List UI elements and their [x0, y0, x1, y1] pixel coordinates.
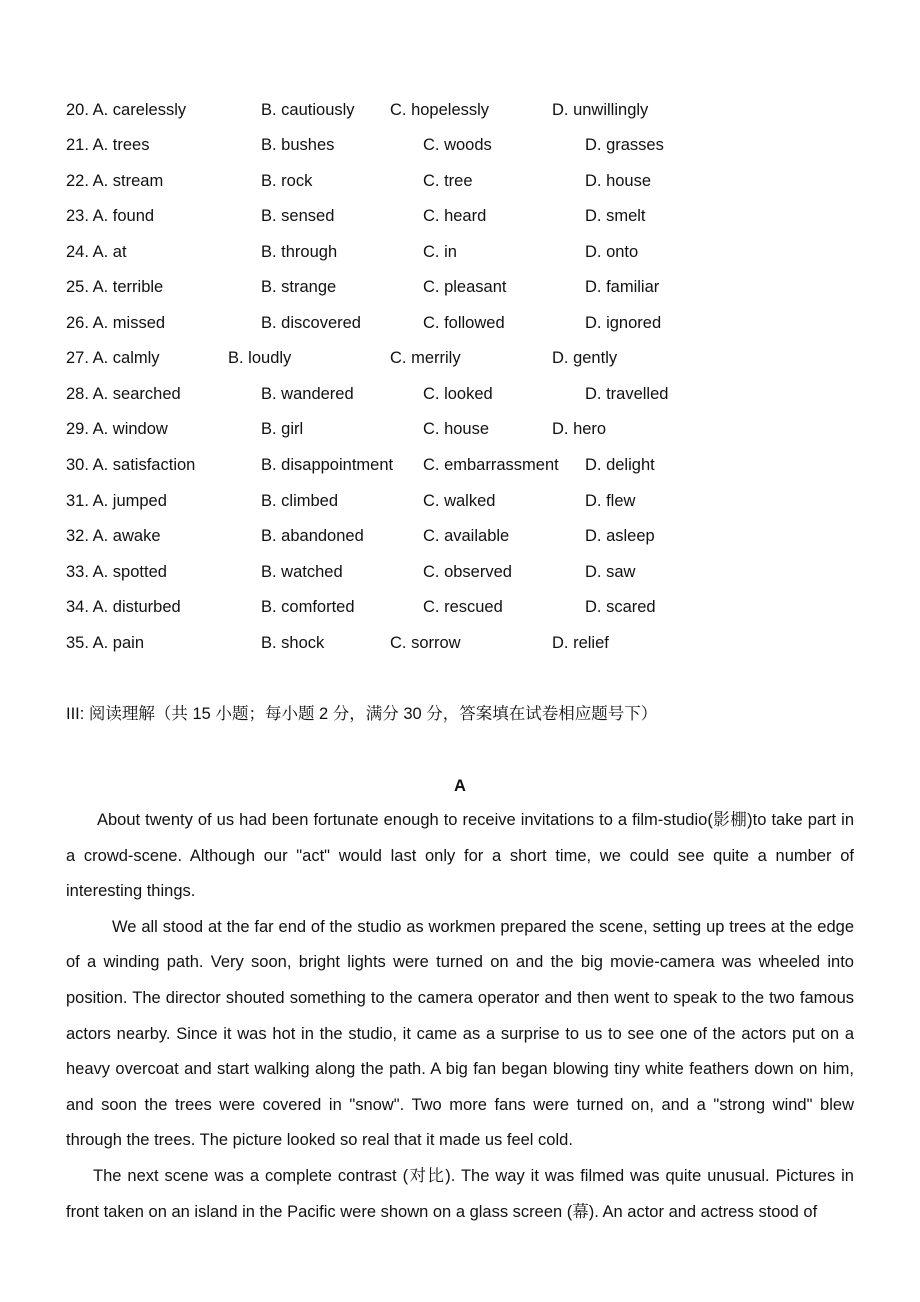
option-c: C. followed [423, 314, 505, 332]
option-b: B. strange [261, 278, 337, 296]
option-d: D. flew [585, 492, 636, 510]
option-d: D. smelt [585, 207, 646, 225]
option-c: C. in [423, 243, 457, 261]
passage-body [66, 803, 854, 1230]
question-34 [0, 594, 920, 620]
option-a: 21. A. trees [66, 136, 150, 154]
paragraph-2: We all stood at the far end of the studio as workmen prepared the scene, setting up trees at the edge of a winding path. Very soon, bright lights were turned on and the big movie-camera was wheeled into position. The director shouted something to the camera operator and then went to speak to the two famous actors nearby. Since it was hot in the studio, it came as a surprise to us to see one of the actors put on a heavy overcoat and start walking along the path. A big fan began blowing tiny white feathers down on him, and soon the trees were covered in "snow". Two more fans were turned on, and a "strong wind" blew through the trees. The picture looked so real that it made us feel cold. [66, 917, 854, 1150]
option-d: D. asleep [585, 527, 655, 545]
option-a: 27. A. calmly [66, 349, 160, 367]
option-a: 31. A. jumped [66, 492, 167, 510]
question-24 [0, 239, 920, 265]
option-b: B. cautiously [261, 101, 355, 119]
option-c: C. pleasant [423, 278, 507, 296]
option-c: C. tree [423, 172, 473, 190]
question-21 [0, 132, 920, 158]
option-c: C. embarrassment [423, 456, 559, 474]
option-d: D. scared [585, 598, 656, 616]
option-b: B. abandoned [261, 527, 364, 545]
option-c: C. house [423, 420, 490, 438]
question-20 [0, 97, 920, 123]
question-35 [0, 630, 920, 656]
option-a: 22. A. stream [66, 172, 164, 190]
option-a: 25. A. terrible [66, 278, 164, 296]
option-a: 30. A. satisfaction [66, 456, 196, 474]
question-29 [0, 416, 920, 442]
section-heading: III: 阅读理解（共 15 小题；每小题 2 分，满分 30 分，答案填在试卷相应题号下） [66, 705, 658, 723]
question-30 [0, 452, 920, 478]
option-b: B. shock [261, 634, 325, 652]
option-b: B. climbed [261, 492, 339, 510]
option-a: 24. A. at [66, 243, 127, 261]
option-a: 28. A. searched [66, 385, 181, 403]
option-a: 33. A. spotted [66, 563, 167, 581]
option-b: B. loudly [228, 349, 292, 367]
option-d: D. unwillingly [552, 101, 649, 119]
question-22 [0, 168, 920, 194]
option-a: 34. A. disturbed [66, 598, 181, 616]
option-b: B. discovered [261, 314, 361, 332]
option-d: D. ignored [585, 314, 662, 332]
question-26 [0, 310, 920, 336]
option-a: 26. A. missed [66, 314, 166, 332]
option-d: D. relief [552, 634, 609, 652]
question-27 [0, 345, 920, 371]
option-d: D. house [585, 172, 652, 190]
question-32 [0, 523, 920, 549]
option-a: 35. A. pain [66, 634, 144, 652]
option-b: B. girl [261, 420, 304, 438]
option-c: C. merrily [390, 349, 461, 367]
option-a: 20. A. carelessly [66, 101, 187, 119]
option-b: B. sensed [261, 207, 335, 225]
option-c: C. sorrow [390, 634, 461, 652]
question-31 [0, 488, 920, 514]
question-33 [0, 559, 920, 585]
option-b: B. wandered [261, 385, 354, 403]
option-d: D. delight [585, 456, 655, 474]
option-a: 29. A. window [66, 420, 168, 438]
option-d: D. saw [585, 563, 636, 581]
option-d: D. onto [585, 243, 639, 261]
option-d: D. familiar [585, 278, 660, 296]
option-a: 32. A. awake [66, 527, 161, 545]
option-c: C. walked [423, 492, 496, 510]
option-b: B. bushes [261, 136, 335, 154]
paragraph-3: The next scene was a complete contrast (对比). The way it was filmed was quite unusual. Pictures in front taken on an island in the Pacific were shown on a glass screen (幕). An actor and actress stood of [66, 1166, 854, 1221]
option-c: C. looked [423, 385, 493, 403]
option-b: B. rock [261, 172, 313, 190]
option-c: C. observed [423, 563, 512, 581]
option-b: B. through [261, 243, 338, 261]
paragraph-1: About twenty of us had been fortunate enough to receive invitations to a film-studio(影棚)to take part in a crowd-scene. Although our "act" would last only for a short time, we could see quite a number of interesting things. [66, 811, 854, 901]
option-c: C. heard [423, 207, 487, 225]
option-a: 23. A. found [66, 207, 155, 225]
option-b: B. disappointment [261, 456, 394, 474]
question-28 [0, 381, 920, 407]
option-d: D. hero [552, 420, 607, 438]
option-c: C. woods [423, 136, 492, 154]
passage-label: A [454, 777, 466, 795]
option-b: B. comforted [261, 598, 355, 616]
option-d: D. grasses [585, 136, 664, 154]
option-d: D. travelled [585, 385, 669, 403]
option-d: D. gently [552, 349, 618, 367]
question-23 [0, 203, 920, 229]
option-b: B. watched [261, 563, 343, 581]
option-c: C. rescued [423, 598, 503, 616]
option-c: C. hopelessly [390, 101, 490, 119]
question-25 [0, 274, 920, 300]
option-c: C. available [423, 527, 510, 545]
